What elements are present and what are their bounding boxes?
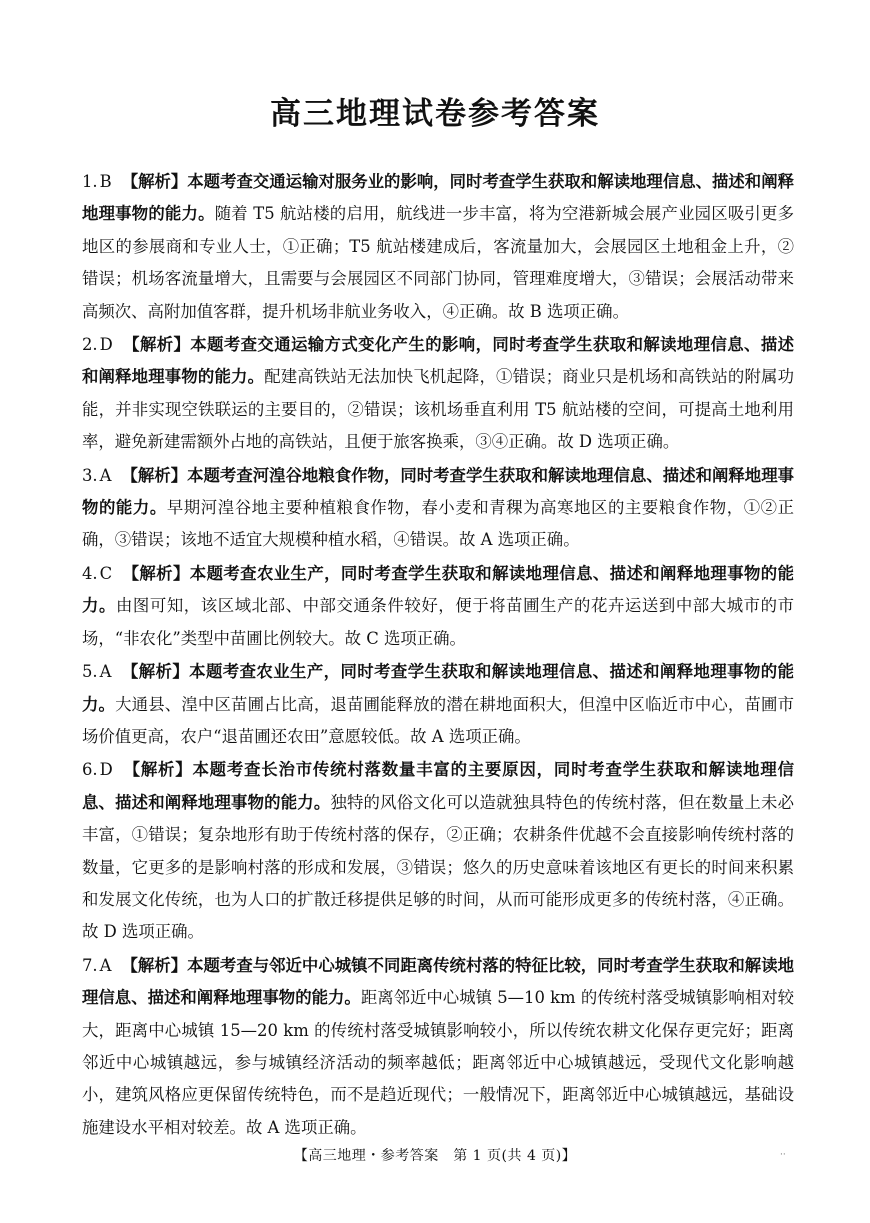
answer-letter: A <box>99 662 112 682</box>
question-item-2 <box>82 329 794 459</box>
question-number: 3. <box>82 465 98 485</box>
question-item-4 <box>82 558 794 655</box>
analysis-body: 随着 T5 航站楼的启用，航线进一步丰富，将为空港新城会展产业园区吸引更多地区的参展商和专业人士，①正确；T5 航站楼建成后，客流量加大，会展园区土地租金上升，②错误；机场客流量增大，且需要与会展园区不同部门协同，管理难度增大，③错误；会展活动带来高频次、高附加值客群，提升机场非航业务收入，④正确。故 B 选项正确。 <box>82 204 794 321</box>
page-title: 高三地理试卷参考答案 <box>270 96 600 132</box>
analysis-lead: 【解析】本题考查与邻近中心城镇不同距离传统村落的特征比较，同时考查学生获取和解读地理信息、描述和阐释地理事物的能力。 <box>82 955 794 1008</box>
question-item-1 <box>82 166 794 328</box>
answer-letter: D <box>99 335 113 355</box>
question-item-3 <box>82 460 794 557</box>
question-number: 2. <box>82 335 98 355</box>
analysis-lead: 【解析】本题考查交通运输方式变化产生的影响，同时考查学生获取和解读地理信息、描述和阐释地理事物的能力。 <box>82 335 794 387</box>
analysis-lead: 【解析】本题考查长治市传统村落数量丰富的主要原因，同时考查学生获取和解读地理信息、描述和阐释地理事物的能力。 <box>82 760 794 812</box>
analysis-lead: 【解析】本题考查农业生产，同时考查学生获取和解读地理信息、描述和阐释地理事物的能力。 <box>82 563 794 616</box>
answer-letter: A <box>99 955 112 975</box>
question-item-6 <box>82 754 794 948</box>
analysis-body: 距离邻近中心城镇 5—10 km 的传统村落受城镇影响相对较大，距离中心城镇 15—20 km 的传统村落受城镇影响较小，所以传统农耕文化保存更完好；距离邻近中心城镇越远，参与城镇经济活动的频率越低；距离邻近中心城镇越远，受现代文化影响越小，建筑风格应更保留传统特色，而不是趋近现代；一般情况下，距离邻近中心城镇越远，基础设施建设水平相对较差。故 A 选项正确。 <box>82 988 795 1137</box>
question-number: 5. <box>82 662 98 682</box>
page-footer: 【高三地理・参考答案 第 1 页(共 4 页)】 <box>293 1148 577 1164</box>
question-number: 6. <box>82 760 98 780</box>
analysis-lead: 【解析】本题考查河湟谷地粮食作物，同时考查学生获取和解读地理信息、描述和阐释地理事物的能力。 <box>82 465 794 518</box>
analysis-body: 配建高铁站无法加快飞机起降，①错误；商业只是机场和高铁站的附属功能，并非实现空铁联运的主要目的，②错误；该机场垂直利用 T5 航站楼的空间，可提高土地利用率，避免新建需额外占地的高铁站，且便于旅客换乘，③④正确。故 D 选项正确。 <box>82 367 795 452</box>
analysis-lead: 【解析】本题考查交通运输对服务业的影响，同时考查学生获取和解读地理信息、描述和阐释地理事物的能力。 <box>82 172 794 224</box>
analysis-body: 独特的风俗文化可以造就独具特色的传统村落，但在数量上未必丰富，①错误；复杂地形有助于传统村落的保存，②正确；农耕条件优越不会直接影响传统村落的数量，它更多的是影响村落的形成和发展，③错误；悠久的历史意味着该地区有更长的时间来积累和发展文化传统，也为人口的扩散迁移提供足够的时间，从而可能形成更多的传统村落，④正确。故 D 选项正确。 <box>82 792 795 942</box>
analysis-lead: 【解析】本题考查农业生产，同时考查学生获取和解读地理信息、描述和阐释地理事物的能力。 <box>82 662 794 714</box>
answer-letter: A <box>99 465 112 485</box>
answer-list <box>82 166 794 1144</box>
question-number: 1. <box>82 172 98 191</box>
corner-mark: ·· <box>780 1150 786 1160</box>
analysis-body: 由图可知，该区域北部、中部交通条件较好，便于将苗圃生产的花卉运送到中部大城市的市场，“非农化”类型中苗圃比例较大。故 C 选项正确。 <box>82 596 795 648</box>
analysis-body: 早期河湟谷地主要种植粮食作物，春小麦和青稞为高寒地区的主要粮食作物，①②正确，③错误；该地不适宜大规模种植水稻，④错误。故 A 选项正确。 <box>82 498 795 550</box>
question-number: 7. <box>82 955 98 975</box>
answer-letter: C <box>99 563 113 583</box>
question-item-5 <box>82 656 794 753</box>
analysis-body: 大通县、湟中区苗圃占比高，退苗圃能释放的潜在耕地面积大，但湟中区临近市中心，苗圃市场价值更高，农户“退苗圃还农田”意愿较低。故 A 选项正确。 <box>82 694 794 746</box>
answer-letter: B <box>99 172 112 191</box>
question-item-7 <box>82 950 794 1144</box>
question-number: 4. <box>82 563 98 583</box>
answer-letter: D <box>99 760 113 780</box>
